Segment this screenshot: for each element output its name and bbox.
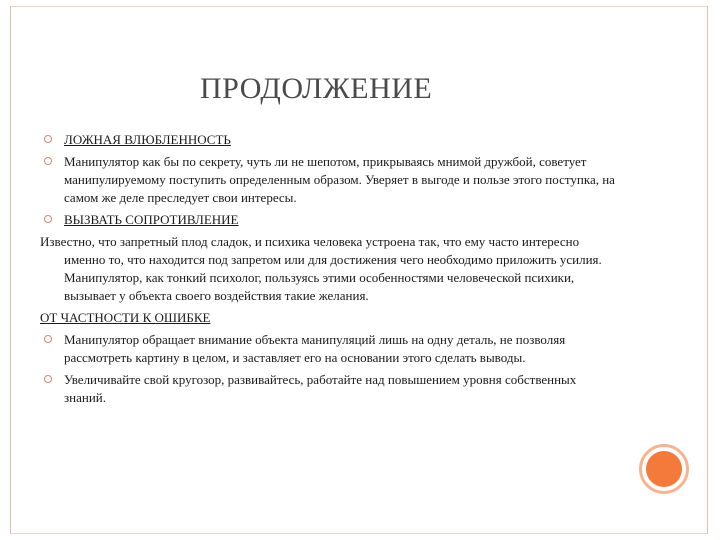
list-item: [40, 131, 620, 149]
list-item: [40, 371, 620, 407]
circle-bullet-icon: [44, 335, 52, 343]
list-item-text: Увеличивайте свой кругозор, развивайтесь, работайте над повышением уровня собственных знаний.: [64, 372, 577, 405]
frame-top-line: [11, 6, 707, 7]
list-item-text: Манипулятор обращает внимание объекта манипуляций лишь на одну деталь, не позволяя рассмотреть картину в целом, и заставляет его на основании этого сделать выводы.: [64, 332, 566, 365]
paragraph: Известно, что запретный плод сладок, и психика человека устроена так, что ему часто интересно именно то, что находится под запретом или для достижения чего необходимо приложить усилия. Манипулятор, как тонкий психолог, пользуясь этими особенностями человеческой психики, вызывает у объекта своего воздействия такие желания.: [40, 234, 602, 303]
list-item: [40, 211, 620, 229]
decorative-circle-fill: [646, 451, 682, 487]
list-item-text: Манипулятор как бы по секрету, чуть ли не шепотом, прикрываясь мнимой дружбой, советует манипулируемому поступить определенным образом. Уверяет в выгоде и пользе этого поступка, на самом же деле преследует свои интересы.: [64, 154, 615, 205]
circle-bullet-icon: [44, 157, 52, 165]
section-heading-text: ОТ ЧАСТНОСТИ К ОШИБКЕ: [40, 310, 211, 325]
circle-bullet-icon: [44, 215, 52, 223]
list-item: [40, 153, 620, 207]
list-item: [40, 331, 620, 367]
circle-bullet-icon: [44, 375, 52, 383]
section-heading: ВЫЗВАТЬ СОПРОТИВЛЕНИЕ: [64, 212, 239, 227]
circle-bullet-icon: [44, 135, 52, 143]
section-heading: ЛОЖНАЯ ВЛЮБЛЕННОСТЬ: [64, 132, 231, 147]
slide-title: ПРОДОЛЖЕНИЕ: [200, 72, 433, 105]
slide-content: [40, 131, 620, 411]
section-heading: [40, 309, 620, 327]
frame-bottom-line: [11, 533, 707, 534]
